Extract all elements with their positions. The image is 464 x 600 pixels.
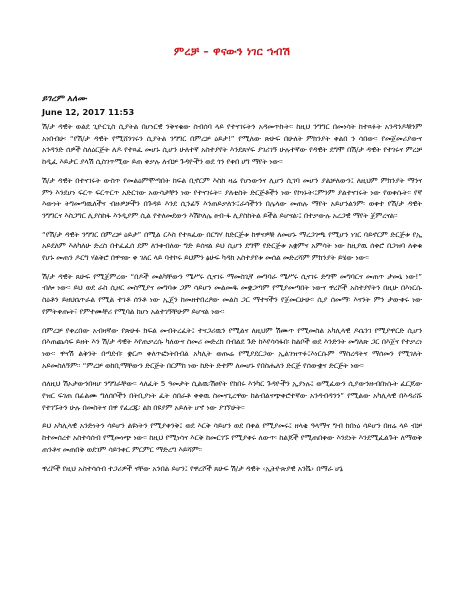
author-name: ይገረም አለሙ: [42, 94, 87, 104]
paragraph: ሽ/ታ ዳዊት ጸሁፍ የሚጀምረው “በዶች መልካቸውን ሜሥሩ ሲናገሩ ማመስጊኛ መግባራ ሜሥሩ ሲናገሩ ድግሞ መግባርና መጠጥ ታመኒ ነው!” ብሎ ነው፡፡ ይህ ወደ ራስ ሲዞር መስሚያና መግባቱ ጋም ሳይሆን መልመዱ መቋጋጣም የሚያመጣበት ነውና ዋረሾች አስተያየትን በዚሁ በእነርሱ ስዕቶን ይዘህሴጥራል የሚል ተገቶ ሰንቶ ነው ኢጄን ከመዘተበረዖው መልስ ጋር ማተናችን የጀመርሁሁ፡፡ ሲያ ሰመማ፡ እናንት ምን ታውቀሩ ነው የምትቀጡት፣ የምተሙቸሪ የሚባል ከሆነ አልተገኝቸሁም ይሆናል ነው፡፡: [42, 271, 422, 316]
paragraph: “የሽ/ታ ዳዊት ንግግር በምረቻ ዕይታ” በሚል ርእስ የተጻፈው በርግሃ ከድርጅቱ ከዋናዎቹ ለመሆኑ ማረጋገጫ የሚሆን ነገር ባይኖርም ድርጅቱ የኢ አይደለም እለካለሁ ድረስ በተፈፈሰ ደም ለንቀብለው ግድ ይሰናል ይህ ሲሆን ደግሞ የድርጅቱ አቋምና አምሳት ነው ከዚያዉ ሰቀሮ በጋዝባ ለቀቁ የሆኑ መጠን ዶርግ ሃልቅሮ በዋናው ቀ ገለር ላይ ባተኮሩ ይህምን ፅሁፍ ካዳከ አስተያየቱ መሰል መድረሻም ምክንያት ይሄው ነው፡፡: [42, 229, 422, 263]
paragraph: ሰለዚህ ሽኦታውንበዛሆ ንግግራቸው፡፡ ላለፈት 5 ዓመታት ሲልዉ፡ሽፀየት የክበሩ እንካር ጉዳዮችን ኢያነሉ፤ ወሚፈውን ሲያውንዙብበነሱት ፈርጆው የዝር ፍገጠ በፊልሙ ግለሰቦችን በትቢያነት ፈት ሰበራቶ ቀቀዉ ስመናጊረዋው ከልብልናጭቀሮተኛው አንዳብዳንን” የሚልው አካሊላዊ በእዳሪሹ የተገኙትን ሁሉ በመስትና በዋ የፈረጁ፡ ልክ በዩያም አይለት ሆኖ ነው ያገኘሁት፡፡: [42, 379, 422, 412]
publish-date: June 12, 2017 11:53: [42, 107, 135, 117]
paragraph: በምረቻ የቀረበው አብዛኛው የጽሁፉ ክፍል መብትረፈት፤ ተናጋሪዉን የሚልና ለዚህም ሽሙጥ የሚመስል አካሊላዊ ዶሴንገ የሚያዋርድ ሲሆን በእጠጨሳፍ ይዘት እን ሽ/ታ ዳዊት እየጠቃረሱ ካለውና ስመሪ መድረክ በብልደ ጉድ ከእየሳሳፋበ፡ ከልቦች ወደ እንድንት መግለጽ ጋር በእጀና የተቃረነ ነው፡፡ ዋናሽ ልቅንት በጣደብ፡ ቋርጦ ቀለጥፎነትበብል አካሊት ወጡሬ የሚያደርጋው ኢልገዝጥፉ፤እነርሱም ማስረዳትና ማሰመን የሚገለት አይመስለኝም፡፡ “ምረቻ ወከቢማቸውን ድርጅት በርምከ ነው ከድት ድተም ለመሆኑ የበስሔለን ድርጅ የሰውቋና ድርጅት ነው፡፡: [42, 325, 422, 370]
article-body: [42, 121, 422, 481]
paragraph: ዋረሾች የዚህ አስተሳሰብ ተጋሪዎች ናቸው አንበል ይሆን፤ የዋረሾች ጸሁፍ ሽ/ታ ዳዊት ‹ኢትዮጵያዊ አንሼ› በማራ ሆኔ: [42, 463, 343, 473]
paragraph: ይህ አካሊላዊ አንድነትን ሳይሆን ልዩነትን የሚያቀንቅ፤ ወደ እርቅ ሳይሆን ወደ በቀል የሚያመሩ፤ ዘላቂ ዓላማና ግብ ከበነዕ ሳይሆን በዘሬ ላይ ብቻ ከተመሰረተ አስተሳሰብ የሚመነጭ ነው፡፡ ከዚህ የሚነሳና እርቅ ከመርገኙ የሚያቀሩ ለውጥ፡ ከልጆች የሚጠበቀው እንደነት እንደሚፈልጉት ለማወቅ ጠንቶና መጠበቅ ወደገም ሳይንቀር ምርምር ማድረግ እይሻም፡፡: [42, 421, 422, 454]
paragraph: ሽ/ታ ዳዊት ወልደ ጊዮርጊስ ሲያትል በሆነርዊ ንቅናቄው ስብሰባ ላይ የተናገሩትን አዳመጥኩት፡፡ ከዚህ ንግግር በመነሳት ከተጻፉት አንዳንዶቹንም አነበብሁ፡ “የሽ/ታ ዳዊት የሚሸንገሩን ሲያትል ንግግር በምረቻ ዕይታ!” የሚለው ጽሁፍ በሁለት ምክንያት ቀልበ ን ሳበው፡፡ የመጀመሪያውና አንዳንድ ሰዎች ስለዕርጅት ለዶ የተጻፈ መሆኑ ሲሆን ሁለተኛ አስተያየት እንደጸሃፍ ያገሪገኝ ሁሉተኛው የዳዊት ደግሞ በሽ/ታ ዳዊት የተገሩና ምረቻ ከዲፈ እይታር ያላሽ ሲስገጥሚው ይጠ ቀቃሉ ለብቻ ጉዳዮችን ወደ ጎን የቀበ ሀግ ማየት ነው፡፡: [42, 122, 422, 167]
document-title: ምረቻ – ዋናውን ነገር ኀብሽ: [173, 45, 291, 58]
paragraph: ሽ/ታ ዳዊት በተናገሩት ውስጥ የመልዕምሞጣበት ከፍል ቢኖርም እስከ ዛሬ የሆነውንና ሊሆን ሲገባ መሆን ያልቻለውን፤ ለዚህም ምክንያት ማንና ምን እንደሆነ ፍርጥ ፍርጥርጥ አድርገው አውሳታቸን ነው የተናገሩት፡፡ ያለቲስት ድርጅቶችን ነው የኮነኑት፡፤ምንም ያልተናገሩት ነው የወቀሱት፡፡ የኛ እውነት ትግመጣዉለችና ብዙዎቻችን በጉዳይ እንደ ሲንፊኝ እንጠይቃለን፡፤ራሳችንን በሌላው መጠሉ ማየት አይሆንልንም፡ ወቀተ የሽ/ታ ዳዊት ንግግርና እስጋግር ሊያስከፋ እንዲያም ሲል የተለመደውን እሽኮለሌ ፀብ-ፋ ሊያስከትል ይችል ይሆናል፡፤ በተቃውሉ አረጋዊ ማየት ጀምረናል፡፡: [42, 175, 422, 220]
